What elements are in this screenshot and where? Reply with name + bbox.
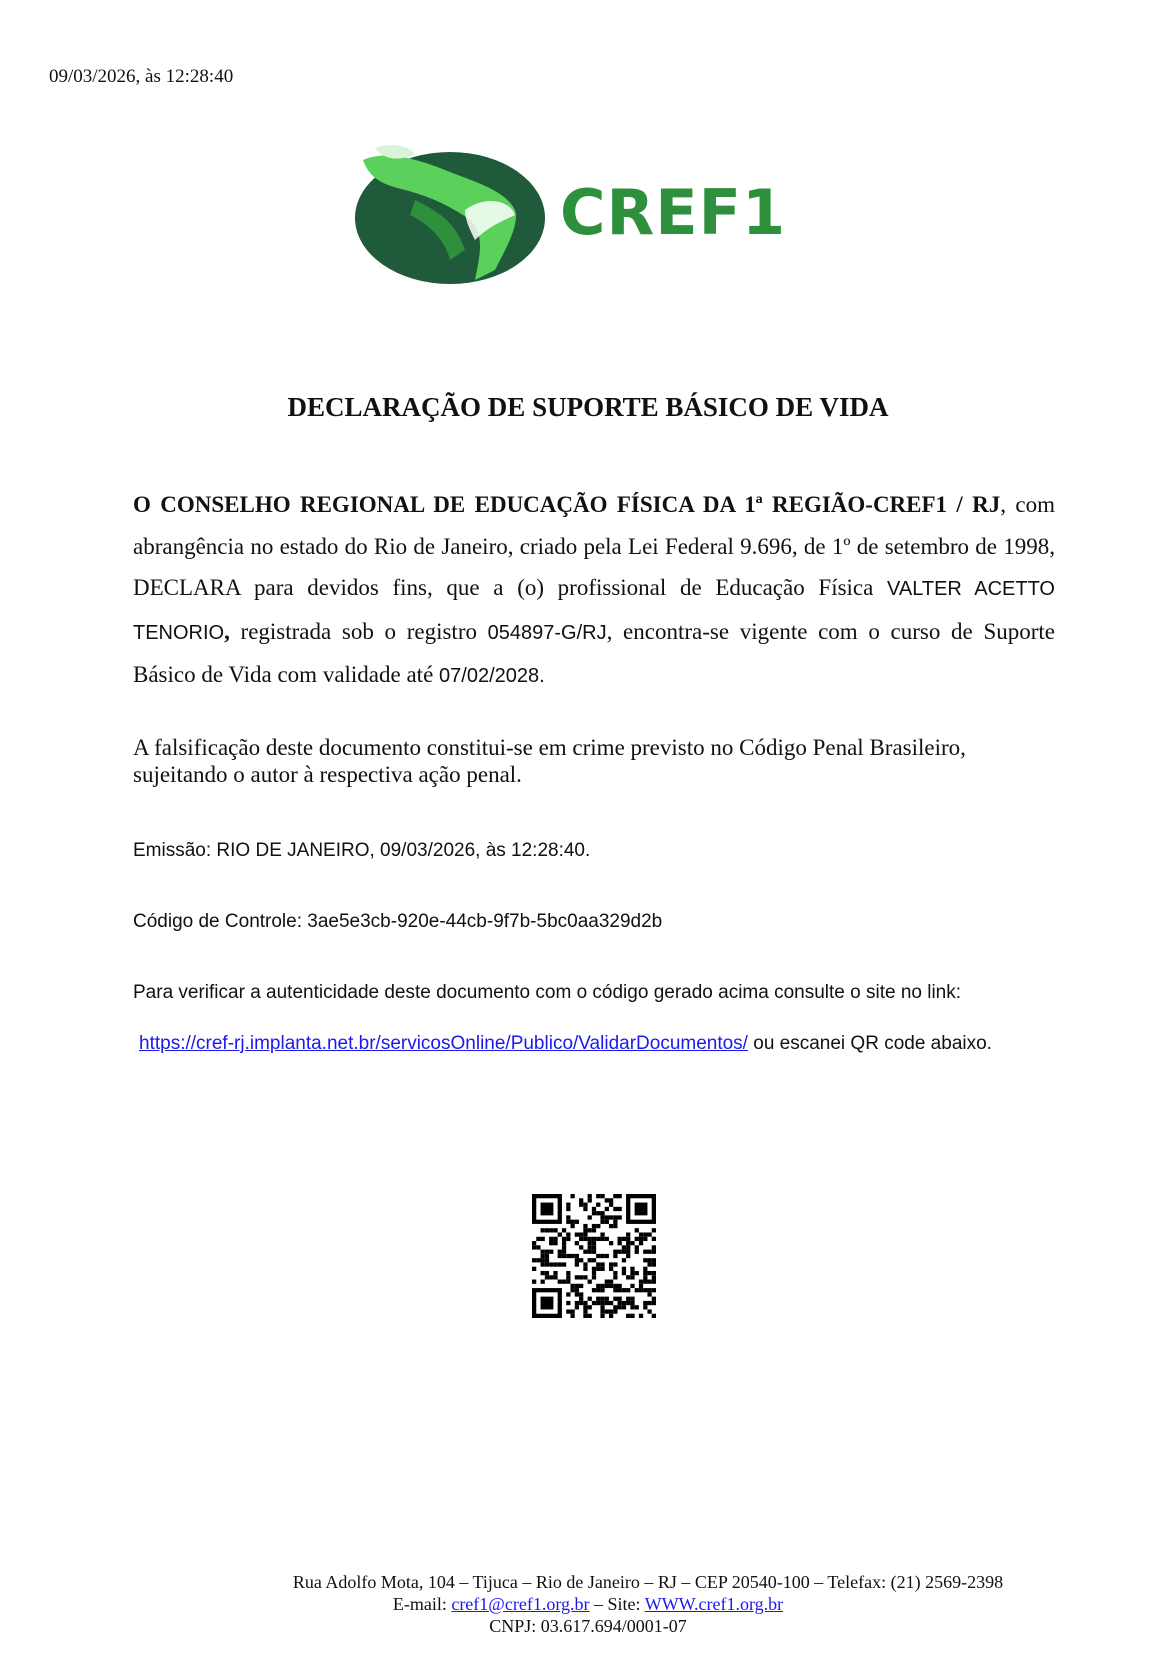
verify-instructions: Para verificar a autenticidade deste documento com o código gerado acima consulte o site no link: xyxy=(133,982,962,1003)
footer-contact xyxy=(0,1593,1176,1615)
declaration-text-3: , encontra-se vigente com o curso de Suporte Básico de Vida com validade até xyxy=(133,618,1055,687)
name-comma: , xyxy=(224,618,230,644)
document-title: DECLARAÇÃO DE SUPORTE BÁSICO DE VIDA xyxy=(287,392,889,422)
footer-address: Rua Adolfo Mota, 104 – Tijuca – Rio de Janeiro – RJ – CEP 20540-100 – Telefax: (21) 2569-2398 xyxy=(292,1572,1004,1592)
print-timestamp: 09/03/2026, às 12:28:40 xyxy=(49,66,234,87)
registration-number: 054897-G/RJ xyxy=(487,621,607,644)
valid-until-date: 07/02/2028 xyxy=(439,665,540,687)
footer-site-label: – Site: xyxy=(589,1594,645,1614)
footer-cnpj: CNPJ: 03.617.694/0001-07 xyxy=(489,1616,687,1636)
verify-suffix: ou escanei QR code abaixo. xyxy=(747,1033,992,1054)
forgery-warning: A falsificação deste documento constitui-se em crime previsto no Código Penal Brasileiro, sujeitando o autor à respectiva ação penal. xyxy=(133,735,966,787)
logo-text: CREF1 xyxy=(560,176,787,249)
emission-line: Emissão: RIO DE JANEIRO, 09/03/2026, às 12:28:40. xyxy=(133,840,591,861)
declaration-paragraph xyxy=(133,484,1055,698)
qr-code xyxy=(532,1194,656,1318)
verify-link[interactable]: https://cref-rj.implanta.net.br/servicosOnline/Publico/ValidarDocumentos/ xyxy=(139,1033,748,1054)
declaration-text-1: , com abrangência no estado do Rio de Janeiro, criado pela Lei Federal 9.696, de 1º de setembro de 1998, DECLARA para devidos fins, que a (o) profissional de Educação Física xyxy=(133,492,1055,600)
declaration-period: . xyxy=(539,665,545,687)
footer-email-link[interactable]: cref1@cref1.org.br xyxy=(451,1594,590,1614)
professional-name: VALTER ACETTO TENORIO xyxy=(133,578,1055,644)
org-name: O CONSELHO REGIONAL DE EDUCAÇÃO FÍSICA DA 1ª REGIÃO-CREF1 / RJ xyxy=(133,492,1001,517)
verify-link-line xyxy=(139,1033,992,1055)
control-code: Código de Controle: 3ae5e3cb-920e-44cb-9f7b-5bc0aa329d2b xyxy=(133,911,663,932)
footer-email-label: E-mail: xyxy=(392,1594,452,1614)
declaration-text-2: registrada sob o registro xyxy=(229,618,488,644)
footer-site-link[interactable]: WWW.cref1.org.br xyxy=(644,1594,784,1614)
